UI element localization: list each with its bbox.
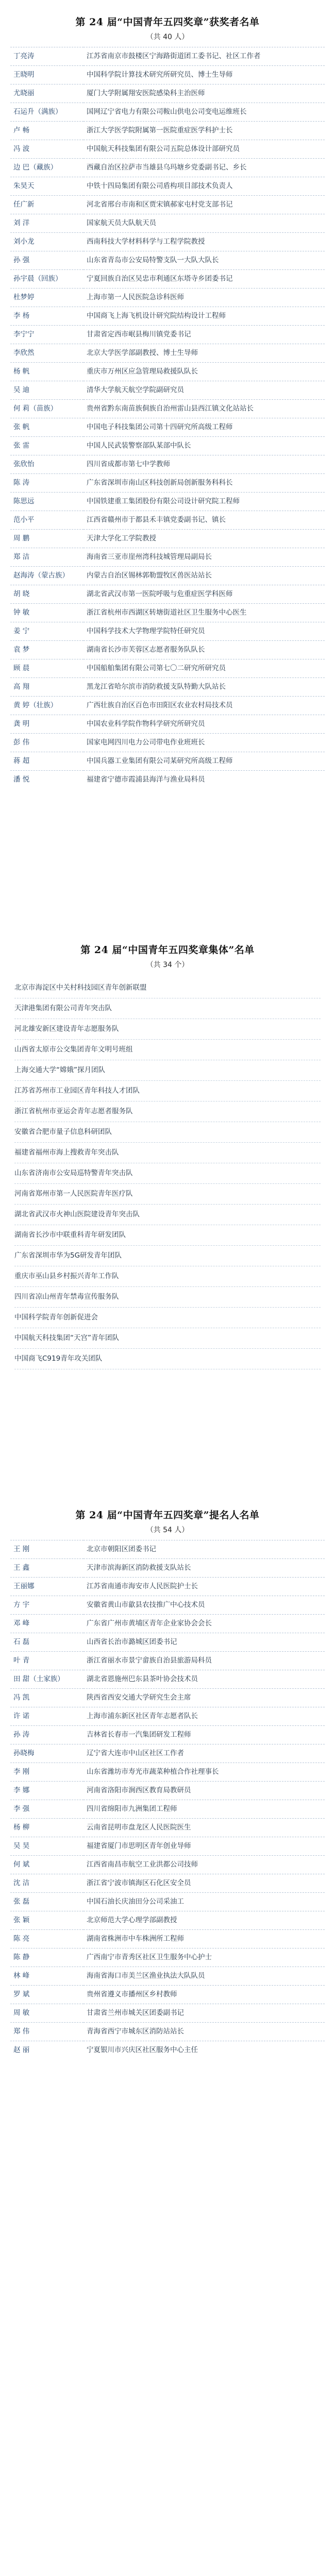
table-row xyxy=(10,1930,325,1948)
person-name: 尤晓丽 xyxy=(10,84,83,103)
person-name: 孙 涛 xyxy=(10,1726,83,1744)
person-title: 海南省三亚市崖州湾科技城管理局副局长 xyxy=(83,548,325,567)
person-name: 王 刚 xyxy=(10,1540,83,1559)
person-name: 杨 帆 xyxy=(10,363,83,381)
collective-item: 湖北省武汉市火神山医院建设青年突击队 xyxy=(14,1205,321,1225)
table-row xyxy=(10,678,325,697)
person-name: 刘小龙 xyxy=(10,233,83,251)
person-title: 贵州省遵义市播州区乡村教师 xyxy=(83,1986,325,2004)
table-row xyxy=(10,1744,325,1763)
person-title: 中国科学技术大学物理学院特任研究员 xyxy=(83,622,325,641)
nominee-section-title: 第 24 届“中国青年五四奖章”提名人名单 xyxy=(75,1510,260,1521)
person-title: 甘肃省兰州市城关区团委副书记 xyxy=(83,2004,325,2023)
person-name: 吴 昊 xyxy=(10,1837,83,1856)
table-row xyxy=(10,196,325,214)
table-row xyxy=(10,659,325,678)
collective-item: 河北雄安新区建设青年志愿服务队 xyxy=(14,1019,321,1040)
nominee-table xyxy=(10,1540,325,2059)
collective-item: 重庆市巫山县乡村振兴青年工作队 xyxy=(14,1266,321,1287)
person-name: 孙 强 xyxy=(10,251,83,270)
person-title: 中国电子科技集团公司第十四研究所高级工程师 xyxy=(83,418,325,437)
person-title: 福建省厦门市思明区青年创业导师 xyxy=(83,1837,325,1856)
person-title: 上海市第一人民医院急诊科医师 xyxy=(83,289,325,307)
person-name: 李宁宁 xyxy=(10,326,83,344)
table-row xyxy=(10,103,325,122)
person-name: 郑 伟 xyxy=(10,2023,83,2041)
person-name: 吴 迪 xyxy=(10,381,83,400)
person-name: 冯 波 xyxy=(10,140,83,159)
person-name: 任广新 xyxy=(10,196,83,214)
table-row xyxy=(10,1633,325,1652)
table-row xyxy=(10,604,325,622)
table-row xyxy=(10,1578,325,1596)
person-title: 浙江大学医学院附属第一医院重症医学科护士长 xyxy=(83,122,325,140)
table-row xyxy=(10,474,325,493)
person-name: 胡 晓 xyxy=(10,585,83,604)
collective-item: 广东省深圳市华为5G研发青年团队 xyxy=(14,1246,321,1266)
person-title: 广西南宁市青秀区社区卫生服务中心护士 xyxy=(83,1948,325,1967)
table-row xyxy=(10,493,325,511)
person-title: 国家航天员大队航天员 xyxy=(83,214,325,233)
person-title: 北京师范大学心理学部副教授 xyxy=(83,1911,325,1930)
person-name: 郑 洁 xyxy=(10,548,83,567)
person-title: 中国航天科技集团有限公司五院总体设计部研究员 xyxy=(83,140,325,159)
person-title: 湖北省恩施州巴东县茶叶协会技术员 xyxy=(83,1670,325,1689)
person-title: 北京市朝阳区团委书记 xyxy=(83,1540,325,1559)
person-name: 李 杨 xyxy=(10,307,83,326)
collective-item: 福建省福州市海上搜救青年突击队 xyxy=(14,1143,321,1163)
person-name: 罗 斌 xyxy=(10,1986,83,2004)
person-title: 重庆市万州区应急管理局救援队队长 xyxy=(83,363,325,381)
table-row xyxy=(10,1911,325,1930)
person-title: 浙江省丽水市景宁畲族自治县旅游局科员 xyxy=(83,1652,325,1670)
person-name: 顾 晨 xyxy=(10,659,83,678)
person-title: 中国兵器工业集团有限公司某研究所高级工程师 xyxy=(83,752,325,771)
person-title: 中国农业科学院作物科学研究所研究员 xyxy=(83,715,325,734)
collective-list xyxy=(10,975,325,1375)
table-row xyxy=(10,307,325,326)
person-title: 中国石油长庆油田分公司采油工 xyxy=(83,1893,325,1911)
collective-item: 安徽省合肥市量子信息科研团队 xyxy=(14,1122,321,1143)
table-row xyxy=(10,326,325,344)
person-title: 贵州省黔东南苗族侗族自治州雷山县西江镇文化站站长 xyxy=(83,400,325,418)
person-name: 张 磊 xyxy=(10,1893,83,1911)
person-name: 李 刚 xyxy=(10,1763,83,1782)
person-name: 黄 婷（壮族） xyxy=(10,697,83,715)
person-title: 上海市浦东新区社区青年志愿者队长 xyxy=(83,1707,325,1726)
person-name: 刘 洋 xyxy=(10,214,83,233)
person-name: 叶 青 xyxy=(10,1652,83,1670)
person-name: 姜 宁 xyxy=(10,622,83,641)
collective-item: 中国航天科技集团“天宫”青年团队 xyxy=(14,1328,321,1349)
person-name: 朱昊天 xyxy=(10,177,83,196)
person-title: 西南科技大学材料科学与工程学院教授 xyxy=(83,233,325,251)
person-name: 何 莉（苗族） xyxy=(10,400,83,418)
person-title: 云南省昆明市盘龙区人民医院医生 xyxy=(83,1819,325,1837)
person-title: 黑龙江省哈尔滨市消防救援支队特勤大队站长 xyxy=(83,678,325,697)
person-name: 沈 洁 xyxy=(10,1874,83,1893)
person-name: 陈 涛 xyxy=(10,474,83,493)
person-name: 赵海涛（蒙古族） xyxy=(10,567,83,585)
collective-item: 山东省济南市公安局巡特警青年突击队 xyxy=(14,1163,321,1184)
table-row xyxy=(10,1559,325,1578)
person-name: 陈思远 xyxy=(10,493,83,511)
person-name: 许 诺 xyxy=(10,1707,83,1726)
person-name: 张 雷 xyxy=(10,437,83,455)
person-title: 中国商飞上海飞机设计研究院结构设计工程师 xyxy=(83,307,325,326)
person-title: 四川省绵阳市九洲集团工程师 xyxy=(83,1800,325,1819)
person-title: 宁夏回族自治区吴忠市利通区东塔寺乡团委书记 xyxy=(83,270,325,289)
collective-section-count: （共 34 个） xyxy=(146,961,189,969)
person-title: 厦门大学附属翔安医院感染科主治医师 xyxy=(83,84,325,103)
table-row xyxy=(10,381,325,400)
person-name: 蒋 超 xyxy=(10,752,83,771)
table-row xyxy=(10,641,325,659)
table-row xyxy=(10,1652,325,1670)
person-title: 山东省青岛市公安局特警支队一大队大队长 xyxy=(83,251,325,270)
table-row xyxy=(10,1967,325,1986)
person-name: 龚 明 xyxy=(10,715,83,734)
person-title: 四川省成都市第七中学教师 xyxy=(83,455,325,474)
person-title: 中国铁建重工集团股份有限公司设计研究院工程师 xyxy=(83,493,325,511)
person-title: 国网辽宁省电力有限公司鞍山供电公司变电运维班长 xyxy=(83,103,325,122)
collective-section-title: 第 24 届“中国青年五四奖章集体”名单 xyxy=(80,944,255,956)
table-row xyxy=(10,2023,325,2041)
person-name: 陈 亮 xyxy=(10,1930,83,1948)
medal-section-title: 第 24 届“中国青年五四奖章”获奖者名单 xyxy=(75,16,260,28)
person-title: 甘肃省定西市岷县梅川镇党委书记 xyxy=(83,326,325,344)
person-title: 辽宁省大连市中山区社区工作者 xyxy=(83,1744,325,1763)
person-name: 钟 敏 xyxy=(10,604,83,622)
person-name: 李 娜 xyxy=(10,1782,83,1800)
person-name: 田 甜（土家族） xyxy=(10,1670,83,1689)
table-row xyxy=(10,1540,325,1559)
medal-table xyxy=(10,47,325,789)
person-name: 林 峰 xyxy=(10,1967,83,1986)
table-row xyxy=(10,251,325,270)
person-title: 江西省南昌市航空工业洪都公司技师 xyxy=(83,1856,325,1874)
person-title: 天津大学化工学院教授 xyxy=(83,530,325,548)
person-name: 冯 凯 xyxy=(10,1689,83,1707)
person-name: 边 巴（藏族） xyxy=(10,159,83,177)
collective-item: 中国科学院青年创新促进会 xyxy=(14,1308,321,1328)
person-name: 杜梦婷 xyxy=(10,289,83,307)
person-title: 湖北省武汉市第一医院呼吸与危重症医学科医师 xyxy=(83,585,325,604)
person-name: 陈 静 xyxy=(10,1948,83,1967)
person-title: 内蒙古自治区锡林郭勒盟牧区兽医站站长 xyxy=(83,567,325,585)
person-name: 张欣怡 xyxy=(10,455,83,474)
person-title: 广东省广州市黄埔区青年企业家协会会长 xyxy=(83,1615,325,1633)
table-row xyxy=(10,585,325,604)
person-name: 张 帆 xyxy=(10,418,83,437)
nominee-section-count: （共 54 人） xyxy=(146,1526,189,1534)
table-row xyxy=(10,530,325,548)
collective-item: 湖南省长沙市中联重科青年研发团队 xyxy=(14,1225,321,1246)
person-title: 山西省长治市潞城区团委书记 xyxy=(83,1633,325,1652)
person-name: 袁 梦 xyxy=(10,641,83,659)
person-name: 李欣然 xyxy=(10,344,83,363)
person-name: 邓 峰 xyxy=(10,1615,83,1633)
person-title: 青海省西宁市城东区消防站站长 xyxy=(83,2023,325,2041)
person-name: 孙晓梅 xyxy=(10,1744,83,1763)
table-row xyxy=(10,622,325,641)
person-name: 孙宇晨（回族） xyxy=(10,270,83,289)
collective-item: 河南省郑州市第一人民医院青年医疗队 xyxy=(14,1184,321,1205)
person-name: 王晓明 xyxy=(10,66,83,84)
table-row xyxy=(10,2004,325,2023)
person-title: 江苏省南通市海安市人民医院护士长 xyxy=(83,1578,325,1596)
table-row xyxy=(10,66,325,84)
table-row xyxy=(10,771,325,789)
person-title: 中铁十四局集团有限公司盾构项目部技术负责人 xyxy=(83,177,325,196)
person-title: 浙江省杭州市西湖区转塘街道社区卫生服务中心医生 xyxy=(83,604,325,622)
table-row xyxy=(10,84,325,103)
person-title: 吉林省长春市一汽集团研发工程师 xyxy=(83,1726,325,1744)
table-row xyxy=(10,1707,325,1726)
person-title: 北京大学医学部副教授、博士生导师 xyxy=(83,344,325,363)
table-row xyxy=(10,2041,325,2060)
table-row xyxy=(10,1726,325,1744)
person-title: 广西壮族自治区百色市田阳区农业农村局技术员 xyxy=(83,697,325,715)
collective-item: 四川省凉山州青年禁毒宣传服务队 xyxy=(14,1287,321,1308)
person-name: 周 敏 xyxy=(10,2004,83,2023)
person-name: 潘 悦 xyxy=(10,771,83,789)
table-row xyxy=(10,159,325,177)
person-name: 卢 畅 xyxy=(10,122,83,140)
table-row xyxy=(10,177,325,196)
table-row xyxy=(10,1615,325,1633)
table-row xyxy=(10,1819,325,1837)
table-row xyxy=(10,363,325,381)
person-title: 宁夏银川市兴庆区社区服务中心主任 xyxy=(83,2041,325,2060)
person-name: 何 斌 xyxy=(10,1856,83,1874)
medal-section-count: （共 40 人） xyxy=(146,33,189,41)
collective-item: 天津港集团有限公司青年突击队 xyxy=(14,998,321,1019)
person-name: 方 宇 xyxy=(10,1596,83,1615)
table-row xyxy=(10,1689,325,1707)
table-row xyxy=(10,511,325,530)
person-name: 王丽娜 xyxy=(10,1578,83,1596)
person-title: 安徽省黄山市歙县农技推广中心技术员 xyxy=(83,1596,325,1615)
table-row xyxy=(10,1893,325,1911)
table-row xyxy=(10,734,325,752)
person-title: 清华大学航天航空学院副研究员 xyxy=(83,381,325,400)
table-row xyxy=(10,1763,325,1782)
table-row xyxy=(10,548,325,567)
person-name: 石运升（满族） xyxy=(10,103,83,122)
person-title: 天津市滨海新区消防救援支队站长 xyxy=(83,1559,325,1578)
table-row xyxy=(10,455,325,474)
person-title: 河南省洛阳市涧西区教育局教研员 xyxy=(83,1782,325,1800)
table-row xyxy=(10,47,325,66)
person-name: 张 颖 xyxy=(10,1911,83,1930)
collective-item: 江苏省苏州市工业园区青年科技人才团队 xyxy=(14,1081,321,1101)
person-title: 江苏省南京市鼓楼区宁海路街道团工委书记、社区工作者 xyxy=(83,47,325,66)
table-row xyxy=(10,418,325,437)
table-row xyxy=(10,1948,325,1967)
table-row xyxy=(10,697,325,715)
person-title: 国家电网四川电力公司带电作业班班长 xyxy=(83,734,325,752)
person-name: 王 鑫 xyxy=(10,1559,83,1578)
person-name: 石 磊 xyxy=(10,1633,83,1652)
person-name: 赵 丽 xyxy=(10,2041,83,2060)
person-title: 中国科学院计算技术研究所研究员、博士生导师 xyxy=(83,66,325,84)
person-title: 西藏自治区拉萨市当雄县乌玛塘乡党委副书记、乡长 xyxy=(83,159,325,177)
person-title: 广东省深圳市南山区科技创新局创新服务科科长 xyxy=(83,474,325,493)
person-title: 中国船舶集团有限公司第七〇二研究所研究员 xyxy=(83,659,325,678)
table-row xyxy=(10,437,325,455)
person-title: 江西省赣州市于都县禾丰镇党委副书记、镇长 xyxy=(83,511,325,530)
table-row xyxy=(10,270,325,289)
person-name: 李 强 xyxy=(10,1800,83,1819)
person-name: 丁亮涛 xyxy=(10,47,83,66)
table-row xyxy=(10,344,325,363)
table-row xyxy=(10,1986,325,2004)
person-title: 山东省潍坊市寿光市蔬菜种植合作社理事长 xyxy=(83,1763,325,1782)
table-row xyxy=(10,1837,325,1856)
person-name: 高 翔 xyxy=(10,678,83,697)
person-name: 周 鹏 xyxy=(10,530,83,548)
person-title: 湖南省株洲市中车株洲所工程师 xyxy=(83,1930,325,1948)
person-title: 陕西省西安交通大学研究生会主席 xyxy=(83,1689,325,1707)
collective-item: 浙江省杭州市亚运会青年志愿者服务队 xyxy=(14,1101,321,1122)
person-title: 浙江省宁波市镇海区石化区安全员 xyxy=(83,1874,325,1893)
person-name: 彭 伟 xyxy=(10,734,83,752)
table-row xyxy=(10,1856,325,1874)
table-row xyxy=(10,400,325,418)
table-row xyxy=(10,122,325,140)
person-title: 湖南省长沙市芙蓉区志愿者服务队队长 xyxy=(83,641,325,659)
table-row xyxy=(10,567,325,585)
person-title: 中国人民武装警察部队某部中队长 xyxy=(83,437,325,455)
table-row xyxy=(10,715,325,734)
table-row xyxy=(10,214,325,233)
table-row xyxy=(10,1596,325,1615)
collective-item: 北京市海淀区中关村科技园区青年创新联盟 xyxy=(14,978,321,998)
table-row xyxy=(10,1874,325,1893)
table-row xyxy=(10,289,325,307)
table-row xyxy=(10,1782,325,1800)
table-row xyxy=(10,233,325,251)
person-title: 海南省海口市美兰区渔业执法大队队员 xyxy=(83,1967,325,1986)
person-title: 河北省邢台市南和区贾宋镇郝家屯村党支部书记 xyxy=(83,196,325,214)
table-row xyxy=(10,140,325,159)
collective-item: 山西省太原市公交集团青年文明号班组 xyxy=(14,1040,321,1060)
table-row xyxy=(10,1800,325,1819)
person-name: 杨 柳 xyxy=(10,1819,83,1837)
person-title: 福建省宁德市霞浦县海洋与渔业局科员 xyxy=(83,771,325,789)
collective-item: 上海交通大学“嫦娥”探月团队 xyxy=(14,1060,321,1081)
table-row xyxy=(10,752,325,771)
table-row xyxy=(10,1670,325,1689)
person-name: 范小平 xyxy=(10,511,83,530)
collective-item: 中国商飞C919青年攻关团队 xyxy=(14,1349,321,1369)
